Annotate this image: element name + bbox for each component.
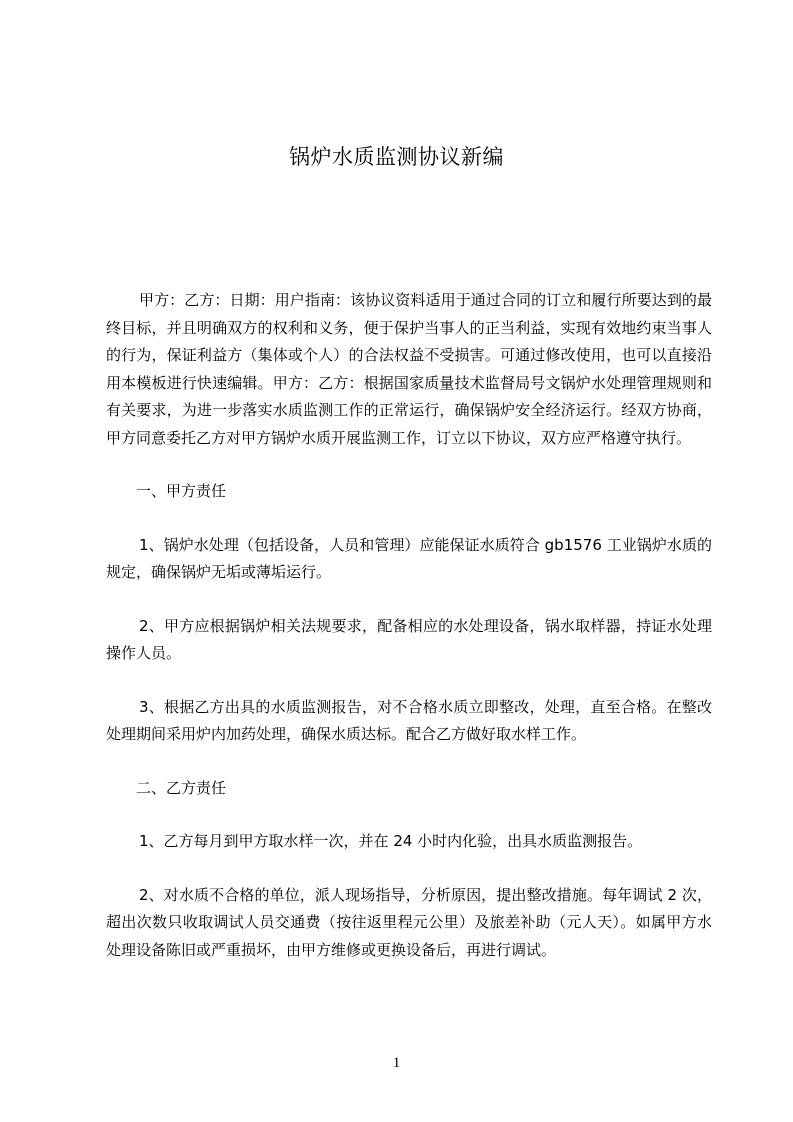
- paragraph-gap: [106, 452, 712, 478]
- party-b-item-2: 2、对水质不合格的单位，派人现场指导，分析原因，提出整改措施。每年调试 2 次，超出次数只收取调试人员交通费（按往返里程元公里）及旅差补助（元人天）。如属甲方水处理设备陈旧或严重损坏，由甲方维修或更换设备后，再进行调试。: [106, 885, 712, 959]
- section-heading-party-b: 二、乙方责任: [136, 778, 227, 797]
- party-a-item-2: 2、甲方应根据锅炉相关法规要求，配备相应的水处理设备，锅水取样器，持证水处理操作人员。: [106, 616, 712, 662]
- document-body: [106, 287, 712, 964]
- section-heading-party-a: 一、甲方责任: [136, 482, 227, 500]
- paragraph-gap: [106, 856, 712, 882]
- party-b-item-1: 1、乙方每月到甲方取水样一次，并在 24 小时内化验，出具水质监测报告。: [139, 832, 643, 850]
- paragraph-gap: [106, 749, 712, 775]
- intro-paragraph: 甲方：乙方：日期：用户指南：该协议资料适用于通过合同的订立和履行所要达到的最终目标，并且明确双方的权利和义务，便于保护当事人的正当利益，实现有效地约束当事人的行为，保证利益方（集体或个人）的合法权益不受损害。可通过修改使用，也可以直接沿用本模板进行快速编辑。甲方：乙方：根据国家质量技术监督局号文锅炉水处理管理规则和有关要求，为进一步落实水质监测工作的正常运行，确保锅炉安全经济运行。经双方协商，甲方同意委托乙方对甲方锅炉水质开展监测工作，订立以下协议，双方应严格遵守执行。: [106, 291, 712, 447]
- page-number: 1: [392, 1055, 401, 1071]
- party-a-item-1: 1、锅炉水处理（包括设备，人员和管理）应能保证水质符合 gb1576 工业锅炉水质的规定，确保锅炉无垢或薄垢运行。: [106, 535, 712, 581]
- paragraph-gap: [106, 587, 712, 613]
- party-a-item-3: 3、根据乙方出具的水质监测报告，对不合格水质立即整改，处理，直至合格。在整改处理期间采用炉内加药处理，确保水质达标。配合乙方做好取水样工作。: [106, 697, 712, 743]
- paragraph-gap: [106, 506, 712, 532]
- paragraph-gap: [106, 668, 712, 694]
- document-title: 锅炉水质监测协议新编: [289, 145, 504, 169]
- paragraph-gap: [106, 802, 712, 828]
